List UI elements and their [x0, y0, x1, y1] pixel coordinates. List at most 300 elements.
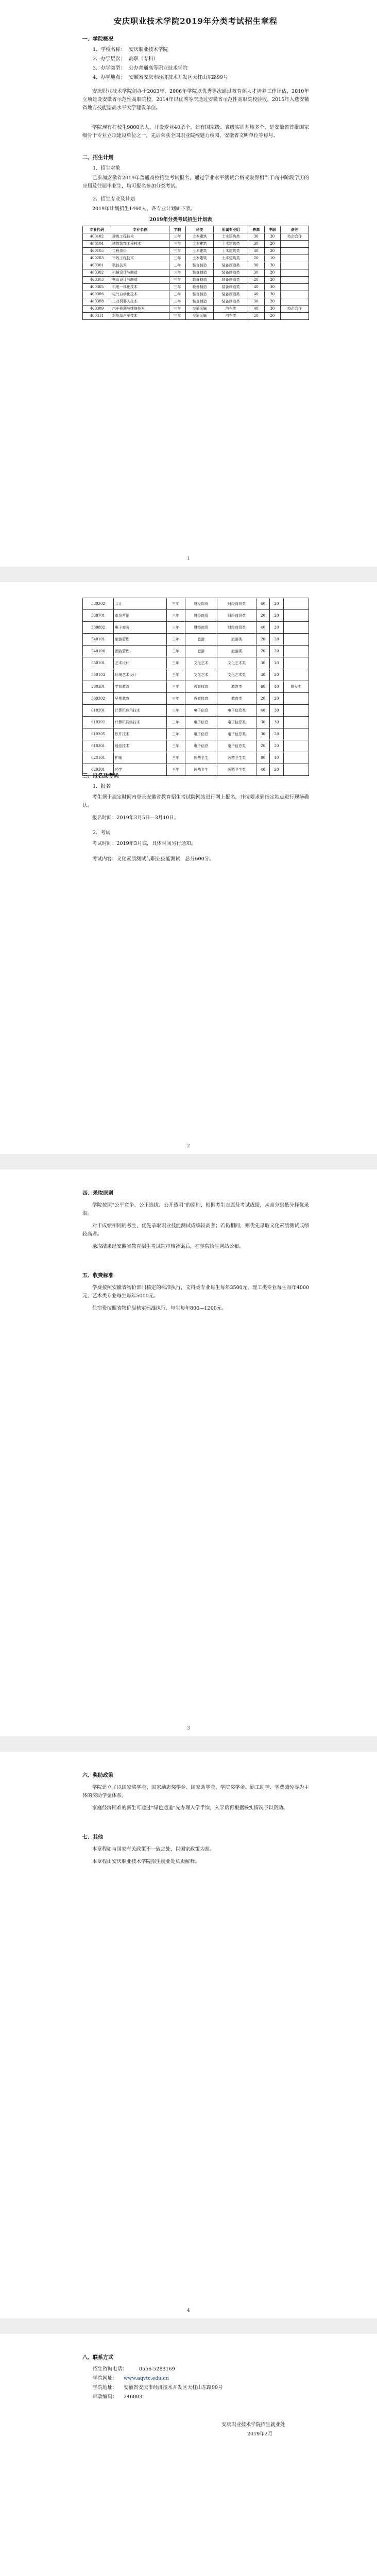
table-cell: 30 [264, 233, 281, 241]
table-cell: 610202 [83, 717, 114, 728]
table-cell: 电子商务 [114, 622, 166, 634]
table-cell: 460306 [83, 291, 111, 298]
table-cell: 620101 [83, 752, 114, 764]
field-label: 2．办学层次： [93, 56, 126, 62]
table-cell: 装备制造类 [214, 269, 248, 277]
table-cell: 460305 [83, 284, 111, 291]
table-cell: 30 [248, 298, 264, 306]
table-cell [283, 657, 309, 669]
table-cell: 30 [248, 262, 264, 269]
table-cell: 三年 [169, 262, 185, 269]
table-row [83, 717, 309, 728]
document-title: 安庆职业技术学院2019年分类考试招生章程 [114, 16, 278, 26]
table-cell: 旅游管理 [114, 634, 166, 646]
header-cell: 所属专业组 [214, 226, 248, 233]
table-cell: 财经商贸类 [217, 610, 256, 622]
table-row [83, 313, 309, 320]
table-cell: 文化艺术类 [217, 657, 256, 669]
table-cell [281, 277, 309, 284]
table-cell: 财经商贸 [185, 610, 217, 622]
table-cell: 建筑装饰工程技术 [111, 241, 169, 248]
table-cell [281, 298, 309, 306]
field-value: 公办普通高等职业技术学院 [129, 65, 188, 71]
contact-label: 学院地址： [93, 2385, 117, 2391]
table-cell: 电子信息 [185, 728, 217, 740]
paragraph: 考试内容：文化素质测试与职业技能测试，总分600分。 [92, 856, 214, 862]
table-cell: 460301 [83, 262, 111, 269]
table-cell: 电气自动化技术 [111, 291, 169, 298]
table-cell: 30 [264, 262, 281, 269]
table-cell: 装备制造类 [214, 262, 248, 269]
table-cell [283, 717, 309, 728]
paragraph: 考试时间：2019年3月底，具体时间另行通知。 [92, 841, 196, 846]
page-number: 3 [187, 1726, 190, 1731]
table-cell: 三年 [166, 717, 185, 728]
section-heading: 三、报名及考试 [82, 773, 118, 779]
paragraph: 住宿费按照省物价局核定标准执行，每生每年800—1200元。 [92, 1306, 227, 1311]
table-cell: 20 [270, 740, 283, 752]
section-heading: 八、联系方式 [82, 2355, 113, 2361]
table-cell: 装备制造类 [214, 291, 248, 298]
table-cell: 装备制造 [185, 262, 214, 269]
table-cell: 30 [256, 669, 269, 681]
table-cell: 新能源汽车技术 [111, 313, 169, 320]
table-cell: 40 [256, 764, 269, 776]
enrollment-table [82, 226, 309, 320]
table-row [83, 752, 309, 764]
table-cell: 教育体育 [185, 693, 217, 705]
table-cell: 30 [248, 233, 264, 241]
table-cell [281, 255, 309, 262]
table-cell: 文化艺术 [185, 669, 217, 681]
table-cell: 三年 [166, 646, 185, 657]
table-cell [283, 728, 309, 740]
table-cell: 护理 [114, 752, 166, 764]
table-cell: 文化艺术 [185, 657, 217, 669]
table-cell: 460311 [83, 313, 111, 320]
contact-website-link[interactable]: www.aqvtc.edu.cn [124, 2376, 169, 2381]
table-cell [281, 262, 309, 269]
table-cell: 土木建筑 [185, 233, 214, 241]
table-cell [281, 248, 309, 255]
table-cell: 校企合作 [281, 306, 309, 313]
table-cell: 电子信息类 [217, 740, 256, 752]
table-cell: 酒店管理 [114, 646, 166, 657]
contact-label: 招生咨询电话： [93, 2366, 127, 2372]
table-cell: 电子信息 [185, 740, 217, 752]
table-cell: 20 [264, 241, 281, 248]
table-cell: 40 [248, 284, 264, 291]
table-cell: 机械设计与制造 [111, 269, 169, 277]
table-cell: 20 [270, 598, 283, 610]
table-cell [283, 705, 309, 717]
table-cell: 20 [248, 277, 264, 284]
table-cell [283, 622, 309, 634]
table-cell: 医药卫生 [185, 752, 217, 764]
table-cell: 土木建筑类 [214, 241, 248, 248]
table-cell: 土木建筑 [185, 255, 214, 262]
table-cell: 460104 [83, 241, 111, 248]
table-row [83, 255, 309, 262]
paragraph: 对于成绩相同的考生，优先录取职业技能测试成绩较高者；若仍相同，则优先录取文化素质测试成绩较高者。 [82, 1223, 309, 1237]
table-row [83, 598, 309, 610]
table-cell: 医药卫生类 [217, 764, 256, 776]
table-cell: 装备制造 [185, 298, 214, 306]
table-cell: 40 [256, 622, 269, 634]
paragraph: 录取结果经安徽省教育招生考试院审核备案后，在学院招生网站公布。 [92, 1244, 244, 1249]
table-cell: 三年 [169, 248, 185, 255]
header-cell: 学制 [169, 226, 185, 233]
table-cell: 20 [264, 248, 281, 255]
table-cell: 会计 [114, 598, 166, 610]
table-cell [283, 764, 309, 776]
table-cell: 教育类 [217, 693, 256, 705]
table-row [83, 622, 309, 634]
table-cell: 工业机器人技术 [111, 298, 169, 306]
table-cell [283, 646, 309, 657]
header-cell: 普高 [248, 226, 264, 233]
section-heading: 五、收费标准 [82, 1273, 113, 1279]
table-cell: 三年 [166, 622, 185, 634]
table-row [83, 291, 309, 298]
table-cell: 20 [270, 634, 283, 646]
table-cell: 30 [248, 269, 264, 277]
table-cell: 540101 [83, 634, 114, 646]
table-cell: 20 [270, 657, 283, 669]
paragraph: 已参加安徽省2019年普通高校招生考试报名，通过学业水平测试合格或取得相当于高中阶段学历的应届及往届毕业生，均可报名参加分类考试。 [82, 175, 309, 189]
field-label: 1．学校名称： [93, 47, 126, 53]
table-cell: 三年 [166, 752, 185, 764]
table-cell: 30 [264, 291, 281, 298]
table-row [83, 669, 309, 681]
table-row [83, 269, 309, 277]
field-value: 安徽省安庆市经济技术开发区天柱山东路99号 [129, 75, 228, 80]
table-cell: 30 [248, 241, 264, 248]
sub-heading: 2．招生专业及计划 [93, 196, 135, 202]
table-cell: 530802 [83, 622, 114, 634]
table-cell: 模具设计与制造 [111, 277, 169, 284]
table-row [83, 728, 309, 740]
contact-phone[interactable]: 0556-5283169 [139, 2366, 175, 2372]
table-cell: 汽车检测与维修技术 [111, 306, 169, 313]
table-row [83, 298, 309, 306]
table-cell: 40 [248, 248, 264, 255]
table-cell: 三年 [169, 255, 185, 262]
table-cell: 市政工程技术 [111, 255, 169, 262]
table-cell: 40 [270, 681, 283, 693]
table-cell: 机电一体化技术 [111, 284, 169, 291]
table-row [83, 634, 309, 646]
paragraph: 报名时间：2019年3月5日—3月10日。 [92, 815, 179, 821]
table-cell: 620301 [83, 764, 114, 776]
table-cell: 20 [270, 646, 283, 657]
table-cell: 30 [256, 657, 269, 669]
table-cell: 医药卫生类 [217, 752, 256, 764]
table-cell: 610201 [83, 705, 114, 717]
table-cell: 旅游类 [217, 646, 256, 657]
table-cell: 艺术设计 [114, 657, 166, 669]
table-cell: 540106 [83, 646, 114, 657]
table-cell: 土木建筑类 [214, 233, 248, 241]
table-cell: 460303 [83, 277, 111, 284]
table-cell: 30 [264, 306, 281, 313]
table-row [83, 241, 309, 248]
table-cell: 610205 [83, 728, 114, 740]
table-cell: 30 [264, 284, 281, 291]
table-cell: 20 [256, 646, 269, 657]
table-row [83, 277, 309, 284]
table-cell: 60 [256, 681, 269, 693]
table-cell: 三年 [169, 277, 185, 284]
table-cell: 交通运输 [185, 313, 214, 320]
sub-heading: 1．招生对象 [93, 165, 121, 171]
header-cell: 专业代码 [83, 226, 111, 233]
table-row [83, 284, 309, 291]
table-cell: 土木建筑 [185, 248, 214, 255]
section-heading: 四、录取原则 [82, 1191, 113, 1196]
paragraph: 家庭经济困难的新生可通过“绿色通道”先办理入学手续，入学后再根据核实情况予以资助。 [92, 1805, 288, 1811]
table-cell [281, 241, 309, 248]
section-heading: 七、其他 [82, 1835, 103, 1840]
table-cell: 三年 [169, 306, 185, 313]
table-cell: 药学 [114, 764, 166, 776]
paragraph: 学院按照“公平竞争、公正选拔、公开透明”的原则，根据考生志愿及考试成绩，从高分到低分择优录取。 [82, 1202, 309, 1216]
table-cell: 60 [256, 598, 269, 610]
section-heading: 一、学院概况 [82, 37, 113, 42]
table-cell: 40 [248, 291, 264, 298]
table-cell: 三年 [166, 728, 185, 740]
table-cell: 通信技术 [114, 740, 166, 752]
table-cell: 装备制造 [185, 284, 214, 291]
table-cell [283, 598, 309, 610]
field-label: 3．办学类型： [93, 65, 126, 71]
table-row [83, 262, 309, 269]
table-row [83, 248, 309, 255]
table-cell: 20 [248, 255, 264, 262]
page-gap [0, 567, 377, 582]
table-cell: 电子信息 [185, 705, 217, 717]
table-cell: 550101 [83, 657, 114, 669]
table-cell: 20 [270, 669, 283, 681]
table-cell: 三年 [166, 669, 185, 681]
section-heading: 二、招生计划 [82, 155, 113, 161]
table-cell: 560301 [83, 681, 114, 693]
table-cell: 装备制造 [185, 269, 214, 277]
table-cell: 460308 [83, 298, 111, 306]
signature-date: 2019年2月 [247, 2431, 273, 2437]
table-cell: 三年 [166, 740, 185, 752]
table-cell: 20 [270, 764, 283, 776]
table-cell: 三年 [166, 657, 185, 669]
table-cell [281, 313, 309, 320]
table-cell: 20 [270, 610, 283, 622]
table-cell [281, 269, 309, 277]
table-cell: 三年 [169, 284, 185, 291]
paragraph: 考生须于规定时间内登录安徽省教育招生考试院网站进行网上报名，并按要求到指定地点进行现场确认。 [82, 794, 309, 808]
table-header-row [83, 226, 309, 233]
page-gap [0, 2318, 377, 2334]
table-cell: 550103 [83, 669, 114, 681]
table-row [83, 233, 309, 241]
table-cell: 610301 [83, 740, 114, 752]
table-cell: 教育体育 [185, 681, 217, 693]
table-cell: 限女生 [283, 681, 309, 693]
table-cell: 460102 [83, 233, 111, 241]
field-value: 高职（专科） [129, 56, 159, 62]
table-cell: 20 [270, 622, 283, 634]
table-cell: 530302 [83, 598, 114, 610]
header-cell: 中职 [264, 226, 281, 233]
table-cell: 旅游 [185, 646, 217, 657]
table-cell: 10 [264, 255, 281, 262]
table-cell: 20 [256, 693, 269, 705]
table-cell: 三年 [166, 705, 185, 717]
table-cell: 旅游 [185, 634, 217, 646]
table-cell [283, 634, 309, 646]
table-cell: 三年 [169, 241, 185, 248]
table-cell: 电子信息类 [217, 705, 256, 717]
table-cell [283, 740, 309, 752]
intro-paragraph: 学院现有在校生9000余人，开设专业40余个，建有国家级、省级实训基地多个，是安徽省首批国家级骨干专业立项建设单位之一，先后荣获全国职业院校魅力校园、安徽省文明单位等称号。 [82, 125, 309, 139]
table-cell: 土木建筑类 [214, 255, 248, 262]
table-cell: 计算机应用技术 [114, 705, 166, 717]
page-gap [0, 1736, 377, 1752]
table-row [83, 740, 309, 752]
paragraph: 本章程如与国家有关政策不一致之处，以国家政策为准。 [92, 1846, 215, 1852]
table-cell: 装备制造类 [214, 277, 248, 284]
table-cell: 460105 [83, 248, 111, 255]
table-cell: 文化艺术类 [217, 669, 256, 681]
signature-org: 安庆职业技术学院招生就业处 [221, 2422, 285, 2428]
table-cell: 医药卫生 [185, 764, 217, 776]
table-cell: 三年 [166, 764, 185, 776]
contact-label: 学院网址： [93, 2376, 117, 2381]
table-cell: 环境艺术设计 [114, 669, 166, 681]
table-cell: 学前教育 [114, 681, 166, 693]
table-cell: 460302 [83, 269, 111, 277]
table-cell: 三年 [166, 598, 185, 610]
table-row [83, 657, 309, 669]
field-label: 4．办学地点： [93, 75, 126, 80]
table-cell: 20 [264, 277, 281, 284]
contact-address: 安徽省安庆市经济技术开发区天柱山东路99号 [124, 2385, 223, 2391]
table-cell: 20 [256, 610, 269, 622]
table-cell: 交通运输 [185, 306, 214, 313]
table-cell: 三年 [166, 681, 185, 693]
table-cell: 校企合作 [281, 233, 309, 241]
table-cell: 20 [270, 728, 283, 740]
contact-label: 邮政编码： [93, 2394, 117, 2400]
table-cell: 20 [264, 269, 281, 277]
table-cell: 三年 [169, 298, 185, 306]
contact-zip: 246003 [124, 2394, 143, 2400]
table-cell [283, 669, 309, 681]
table-cell: 数控技术 [111, 262, 169, 269]
table-cell: 装备制造 [185, 291, 214, 298]
table-cell: 20 [256, 740, 269, 752]
header-cell: 备注 [281, 226, 309, 233]
sub-heading: 2．考试 [93, 830, 111, 836]
table-row [83, 681, 309, 693]
table-cell: 20 [256, 634, 269, 646]
table-cell: 30 [256, 717, 269, 728]
table-cell: 20 [248, 313, 264, 320]
table-cell: 装备制造 [185, 277, 214, 284]
table-cell: 汽车类 [214, 306, 248, 313]
table-cell [283, 610, 309, 622]
table-cell: 旅游类 [217, 634, 256, 646]
table-cell: 460203 [83, 255, 111, 262]
header-cell: 专业名称 [111, 226, 169, 233]
table-cell [283, 693, 309, 705]
table-cell: 30 [256, 728, 269, 740]
table-cell: 三年 [169, 269, 185, 277]
table-cell: 三年 [169, 291, 185, 298]
table-cell: 三年 [166, 634, 185, 646]
table-cell: 工程造价 [111, 248, 169, 255]
table-cell: 三年 [169, 233, 185, 241]
table-cell: 530701 [83, 610, 114, 622]
paragraph: 学费按照安徽省物价部门核定的标准执行，文科类专业每生每年3500元，理工类专业每生每年4000元，艺术类专业每生每年5000元。 [82, 1285, 309, 1299]
table-cell: 40 [256, 705, 269, 717]
table-cell [283, 752, 309, 764]
table-cell: 计算机网络技术 [114, 717, 166, 728]
table-row [83, 610, 309, 622]
table-cell: 装备制造类 [214, 284, 248, 291]
page-number: 2 [187, 1144, 190, 1149]
table-cell: 560302 [83, 693, 114, 705]
table-cell: 市场营销 [114, 610, 166, 622]
header-cell: 科类 [185, 226, 214, 233]
table-cell: 20 [264, 298, 281, 306]
table-cell: 财经商贸类 [217, 622, 256, 634]
paragraph: 2019年计划招生1460人，各专业计划如下表。 [92, 206, 196, 212]
table-row [83, 705, 309, 717]
table-cell: 软件技术 [114, 728, 166, 740]
table-cell: 建筑工程技术 [111, 233, 169, 241]
table-row [83, 306, 309, 313]
table-cell: 电子信息类 [217, 717, 256, 728]
section-heading: 六、奖助政策 [82, 1773, 113, 1778]
table-cell: 教育类 [217, 681, 256, 693]
table-cell: 40 [270, 752, 283, 764]
page-gap [0, 1154, 377, 1170]
table-cell: 财经商贸 [185, 622, 217, 634]
paragraph: 本章程由安庆职业技术学院招生就业处负责解释。 [92, 1859, 200, 1865]
table-cell: 20 [264, 313, 281, 320]
table-cell: 土木建筑 [185, 241, 214, 248]
table-cell: 80 [256, 752, 269, 764]
table-cell: 财经商贸 [185, 598, 217, 610]
table-cell: 30 [270, 705, 283, 717]
table-cell: 电子信息 [185, 717, 217, 728]
table-cell: 三年 [166, 693, 185, 705]
intro-paragraph: 安庆职业技术学院创办于2003年，2006年学院以优秀等次通过教育部人才培养工作评估，2010年立项建设安徽省示范性高职院校，2014年以优秀等次通过安徽省示范性高职院校验收，2015年入选安徽省地方技能型高水平大学建设单位。 [82, 89, 309, 111]
table-cell: 三年 [166, 610, 185, 622]
table-cell: 财经商贸类 [217, 598, 256, 610]
table-cell [281, 284, 309, 291]
table-cell: 460309 [83, 306, 111, 313]
table-cell: 装备制造类 [214, 298, 248, 306]
sub-heading: 1．报名 [93, 784, 111, 789]
page-number: 1 [187, 556, 190, 562]
table-row [83, 693, 309, 705]
table-cell: 电子信息类 [217, 728, 256, 740]
table-caption: 2019年分类考试招生计划表 [149, 217, 212, 223]
field-value: 安庆职业技术学院 [129, 47, 168, 53]
table-cell: 30 [270, 717, 283, 728]
table-cell: 早期教育 [114, 693, 166, 705]
